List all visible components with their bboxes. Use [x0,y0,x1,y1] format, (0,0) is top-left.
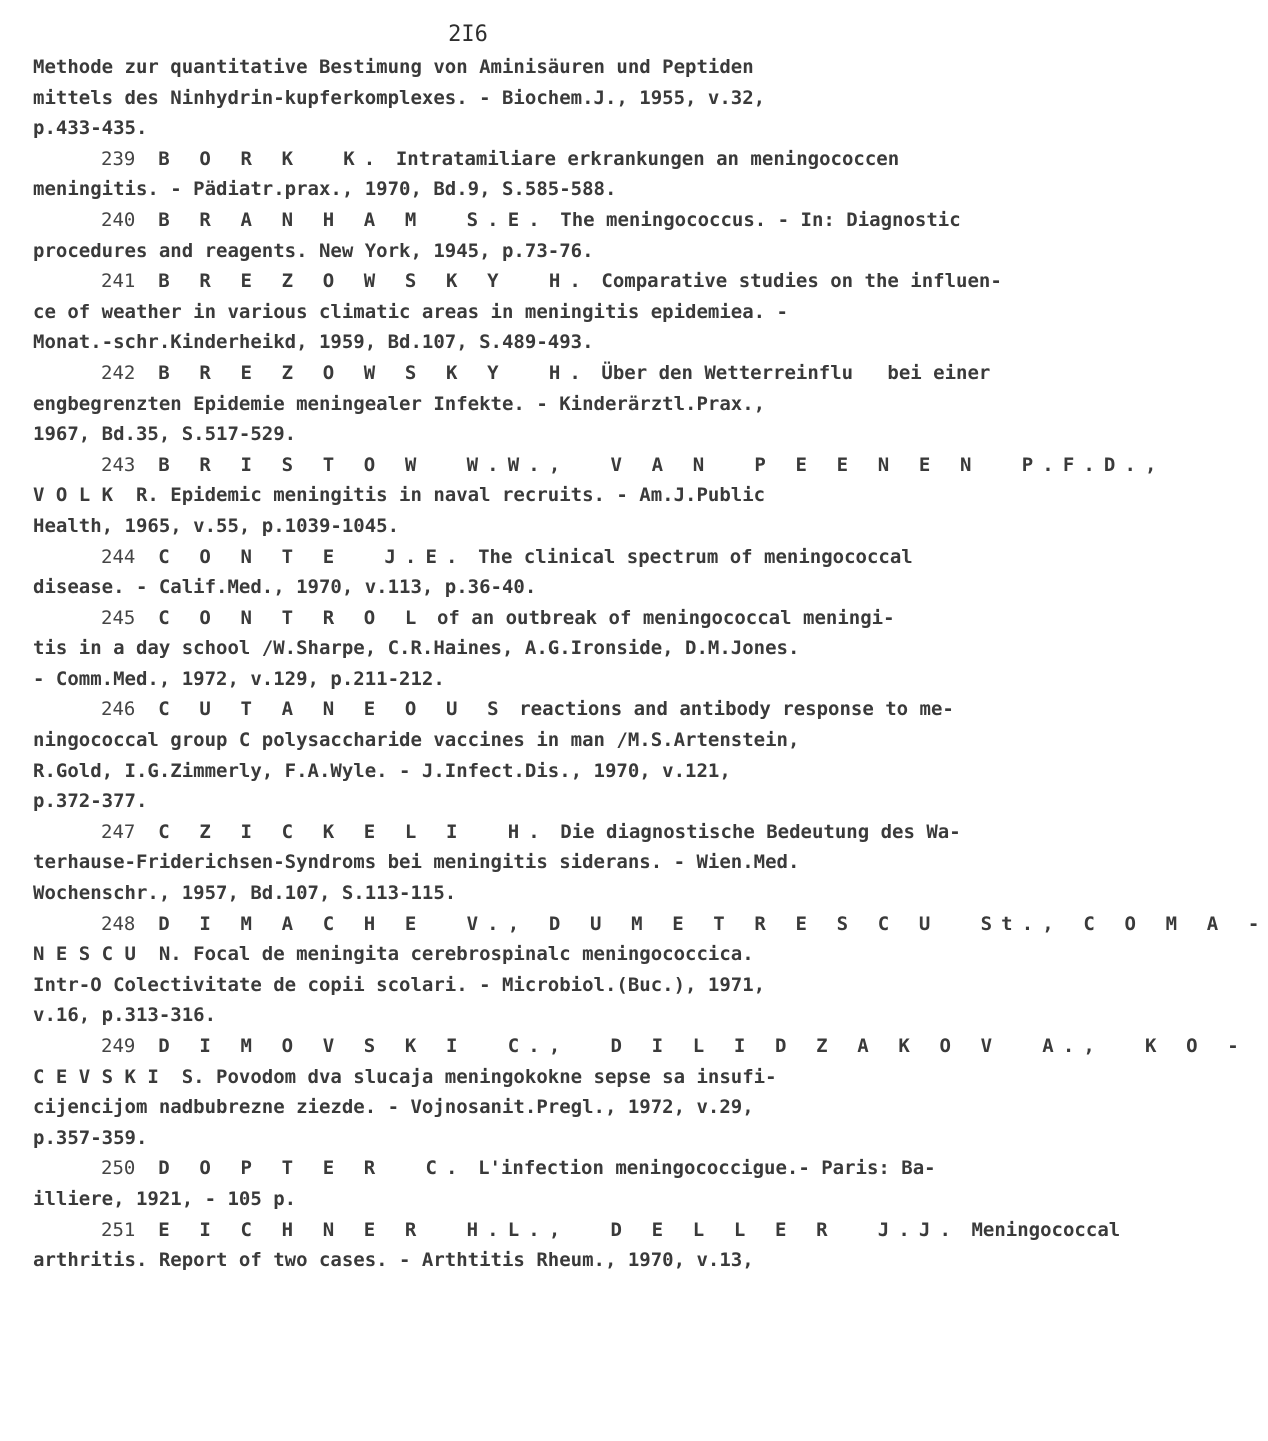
entry-line: V O L K R. Epidemic meningitis in naval recruits. - Am.J.Public [33,484,766,507]
entry-line: of an outbreak of meningococcal meningi- [436,606,895,629]
entry-line: disease. - Calif.Med., 1970, v.113, p.36-40. [33,576,537,599]
entry-line: Intr-O Colectivitate de copii scolari. - Microbiol.(Buc.), 1971, [33,973,766,996]
entry-248 [33,909,1268,940]
entry-number: 249 [101,1035,136,1057]
entry-line: cijencijom nadbubrezne ziezde. - Vojnosanit.Pregl., 1972, v.29, [33,1096,754,1119]
entry-number: 243 [101,453,136,476]
entry-number: 241 [101,270,136,293]
entry-246 [33,694,954,725]
entry-line: - Comm.Med., 1972, v.129, p.211-212. [33,667,445,690]
entry-authors: D I M O V S K I C., D I L I D Z A K O V A., K O - [158,1035,1248,1057]
entry-authors: B R E Z O W S K Y H. [158,361,590,384]
entry-authors: B O R K K. [158,147,385,170]
entry-authors: C O N T E J.E. [158,545,467,568]
entry-250 [33,1153,936,1184]
entry-authors: D O P T E R C. [158,1157,467,1180]
entry-line: Methode zur quantitative Bestimung von Aminisäuren und Peptiden [33,56,754,78]
entry-line: procedures and reagents. New York, 1945, p.73-76. [33,239,594,262]
entry-line: Meningococcal [971,1218,1121,1241]
entry-251 [33,1215,1121,1246]
entry-number: 245 [101,606,136,629]
document-page [33,18,1268,1276]
entry-line: Intratamiliare erkrankungen an meningococcen [395,147,900,170]
entry-number: 251 [101,1218,136,1241]
entry-line: engbegrenzten Epidemie meningealer Infekte. - Kinderärztl.Prax., [33,392,766,415]
entry-line: p.357-359. [33,1126,148,1149]
entry-line: N E S C U N. Focal de meningita cerebrospinalc meningococcica. [33,943,754,966]
page-number: 2I6 [448,22,488,47]
entry-line: tis in a day school /W.Sharpe, C.R.Haines, A.G.Ironside, D.M.Jones. [33,637,800,660]
entry-line: Über den Wetterreinflu bei einer [601,361,991,384]
entry-number: 246 [101,698,136,721]
entry-authors: C U T A N E O U S [158,698,508,721]
entry-line: p.433-435. [33,117,148,140]
entry-line: reactions and antibody response to me- [519,698,954,721]
entry-line: arthritis. Report of two cases. - Arthtitis Rheum., 1970, v.13, [33,1249,754,1272]
entry-line: Monat.-schr.Kinderheikd, 1959, Bd.107, S.489-493. [33,331,594,354]
entry-239 [33,144,903,175]
entry-number: 248 [101,912,136,935]
entry-authors: B R E Z O W S K Y H. [158,270,590,293]
entry-authors: D I M A C H E V., D U M E T R E S C U St., C O M A - [158,912,1268,935]
entry-authors: C Z I C K E L I H. [158,820,549,843]
entry-authors: B R I S T O W W.W., V A N P E E N E N P.F.D., [158,453,1166,476]
entry-authors: E I C H N E R H.L., D E L L E R J.J. [158,1218,961,1241]
entry-line: meningitis. - Pädiatr.prax., 1970, Bd.9, S.585-588. [33,178,617,201]
entry-line: p.372-377. [33,790,148,813]
entry-line: terhause-Friderichsen-Syndroms bei meningitis siderans. - Wien.Med. [33,851,800,874]
entry-line: ningococcal group C polysaccharide vaccines in man /M.S.Artenstein, [33,729,800,752]
entry-authors: C O N T R O L [158,606,426,629]
entry-line: mittels des Ninhydrin-kupferkomplexes. - Biochem.J., 1955, v.32, [33,86,766,109]
entry-244 [33,542,913,573]
entry-240 [33,205,961,236]
entry-242 [33,358,991,389]
entry-line: Die diagnostische Bedeutung des Wa- [560,820,961,843]
entry-number: 240 [101,208,136,231]
entry-line: Wochenschr., 1957, Bd.107, S.113-115. [33,882,457,905]
entry-line: Health, 1965, v.55, p.1039-1045. [33,514,400,537]
entry-247 [33,817,961,848]
entry-243 [33,450,1166,481]
entry-line: illiere, 1921, - 105 p. [33,1187,297,1210]
entry-number: 239 [101,147,136,170]
entry-line: L'infection meningococcigue.- Paris: Ba- [478,1157,936,1180]
entry-line: ce of weather in various climatic areas in meningitis epidemiea. - [33,300,788,323]
entry-number: 250 [101,1157,136,1180]
entry-249 [33,1031,1248,1062]
entry-line: The meningococcus. - In: Diagnostic [560,208,961,231]
entry-number: 244 [101,545,136,568]
entry-line: Comparative studies on the influen- [601,270,1002,293]
entry-245 [33,603,903,634]
entry-number: 247 [101,820,136,843]
entry-number: 242 [101,361,136,384]
entry-line: 1967, Bd.35, S.517-529. [33,423,297,446]
entry-241 [33,266,1002,297]
entry-line: R.Gold, I.G.Zimmerly, F.A.Wyle. - J.Infect.Dis., 1970, v.121, [33,759,731,782]
entry-line: v.16, p.313-316. [33,1004,217,1027]
entry-line: C E V S K I S. Povodom dva slucaja meningokokne sepse sa insufi- [33,1065,777,1088]
entry-authors: B R A N H A M S.E. [158,208,549,231]
entry-line: The clinical spectrum of meningococcal [478,545,913,568]
